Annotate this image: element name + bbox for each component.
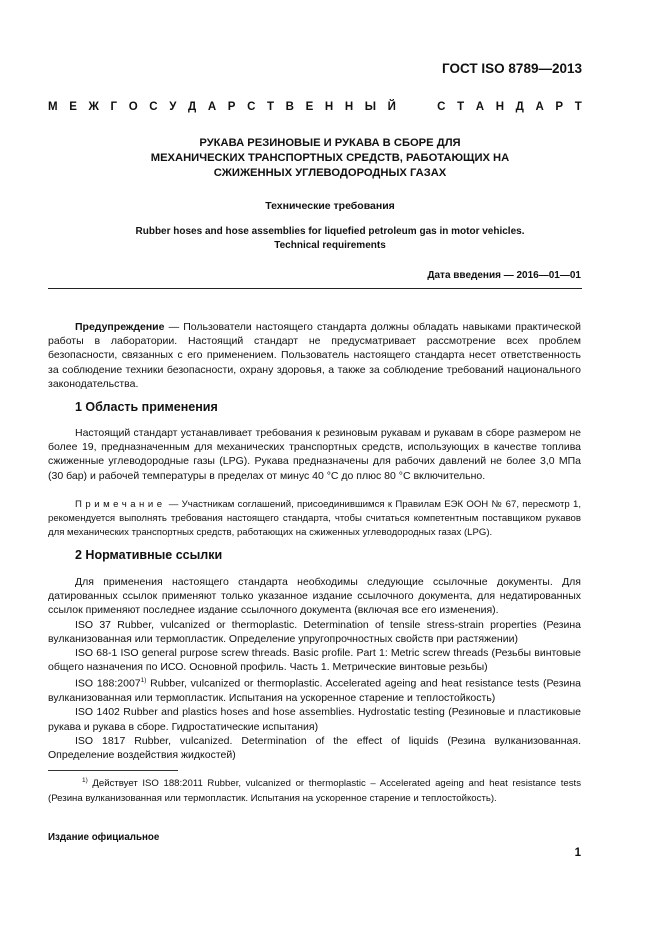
note-label: Примечание xyxy=(75,499,166,510)
heading-letter: Е xyxy=(69,101,77,113)
heading-letter: Т xyxy=(267,101,275,113)
heading-letter: Ж xyxy=(88,101,99,113)
footnote-mark: 1) xyxy=(82,777,88,784)
heading-letter: А xyxy=(535,101,544,113)
section-2-heading: 2 Нормативные ссылки xyxy=(75,548,223,562)
reference-iso-188 xyxy=(48,674,581,705)
footnote-divider xyxy=(48,770,178,771)
section-2-text xyxy=(48,575,581,762)
standard-type-heading xyxy=(48,101,582,113)
footnote-text: Действует ISO 188:2011 Rubber, vulcanized or thermoplastic – Accelerated ageing and heat resistance tests (Резина вулканизованная или термопластик. Испытания на ускоренное старение и теплостойкость). xyxy=(48,778,581,805)
heading-letter: Е xyxy=(305,101,314,113)
warning-label: Предупреждение xyxy=(75,321,165,333)
heading-letter: Д xyxy=(188,101,197,113)
heading-letter: С xyxy=(247,101,256,113)
title-line-1: РУКАВА РЕЗИНОВЫЕ И РУКАВА В СБОРЕ ДЛЯ xyxy=(199,137,461,149)
references-intro: Для применения настоящего стандарта необходимы следующие ссылочные документы. Для датированных ссылок применяют только указанное издание ссылочного документа, для недатированных ссылок применяют последнее издание ссылочного документа (включая все его изменения). xyxy=(48,576,581,617)
note-text: — Участникам соглашений, присоединившимся к Правилам ЕЭК ООН № 67, пересмотр 1, рекомендуется выполнять требования настоящего стандарта, чтобы считаться компетентным поставщиком рукавов для механических транспортных средств, работающих на сжиженных углеводородных газах (LPG). xyxy=(48,499,581,538)
heading-letter: С xyxy=(437,101,446,113)
reference-iso-1817: ISO 1817 Rubber, vulcanized. Determination of the effect of liquids (Резина вулканизованная. Определение воздействия жидкостей) xyxy=(48,734,581,761)
scope-paragraph: Настоящий стандарт устанавливает требования к резиновым рукавам и рукавам в сборе размером не более 19, предназначенным для механических транспортных средств, использующих в качестве топлива сжиженные углеводородные газы (LPG). Рукава предназначены для рабочих давлений не более 3,0 МПа (30 бар) и рабочей температуры в пределах от минус 40 °C до плюс 80 °C включительно. xyxy=(48,427,581,482)
heading-letter: В xyxy=(285,101,294,113)
heading-letter: Н xyxy=(344,101,354,113)
effective-date: Дата введения — 2016—01—01 xyxy=(427,270,581,281)
heading-letter: Р xyxy=(227,101,236,113)
reference-iso-188-code: ISO 188:2007 xyxy=(75,677,141,690)
page-number: 1 xyxy=(574,847,581,859)
document-title-ru xyxy=(80,136,580,181)
title-line-2: МЕХАНИЧЕСКИХ ТРАНСПОРТНЫХ СРЕДСТВ, РАБОТАЮЩИХ НА xyxy=(150,152,510,164)
heading-letter: Р xyxy=(555,101,564,113)
document-subtitle-ru: Технические требования xyxy=(265,200,395,212)
footnote-marker: 1) xyxy=(140,677,147,685)
heading-letter: Д xyxy=(515,101,524,113)
heading-letter: Т xyxy=(574,101,582,113)
heading-letter: Т xyxy=(457,101,465,113)
section-1-text xyxy=(48,426,581,483)
heading-letter: Й xyxy=(387,101,396,113)
warning-paragraph xyxy=(48,320,581,391)
heading-letter: М xyxy=(48,101,58,113)
heading-letter: А xyxy=(207,101,217,113)
reference-iso-68-1: ISO 68-1 ISO general purpose screw threads. Basic profile. Part 1: Metric screw threads (Резьбы винтовые общего назначения по ИСО. Основной профиль. Часть 1. Метрические винтовые резьбы) xyxy=(48,647,581,674)
document-title-en xyxy=(60,225,600,253)
section-1-note xyxy=(48,498,581,540)
heading-letter: Н xyxy=(324,101,334,113)
heading-letter xyxy=(408,101,426,113)
reference-iso-188-text: Rubber, vulcanized or thermoplastic. Accelerated ageing and heat resistance tests (Резина вулканизованная или термопластик. Испытания на ускоренное старение и теплостойкость) xyxy=(48,677,581,705)
heading-letter: Н xyxy=(495,101,505,113)
warning-text: — Пользователи настоящего стандарта должны обладать навыками практической работы в лаборатории. Настоящий стандарт не предусматривает рассмотрение всех проблем безопасности, связанных с его применением. Пользователь настоящего стандарта несет ответственность за соблюдение техники безопасности, охрану здоровья, а также за соблюдение требований национального законодательства. xyxy=(48,321,581,390)
title-line-3: СЖИЖЕННЫХ УГЛЕВОДОРОДНЫХ ГАЗАХ xyxy=(213,167,447,179)
reference-iso-37: ISO 37 Rubber, vulcanized or thermoplastic. Determination of tensile stress-strain properties (Резина вулканизованная или термопластик. Определение упругопрочностных свойств при растяжении) xyxy=(48,618,581,645)
heading-letter: У xyxy=(169,101,177,113)
footnote xyxy=(48,773,581,806)
section-1-heading: 1 Область применения xyxy=(75,400,218,414)
heading-letter: А xyxy=(475,101,485,113)
official-edition-label: Издание официальное xyxy=(48,832,160,843)
date-divider xyxy=(48,288,582,289)
heading-letter: Г xyxy=(110,101,118,113)
heading-letter: О xyxy=(128,101,138,113)
heading-letter: Ы xyxy=(364,101,377,113)
reference-iso-1402: ISO 1402 Rubber and plastics hoses and hose assemblies. Hydrostatic testing (Резиновые и пластиковые рукава и рукава в сборе. Гидростатические испытания) xyxy=(48,706,581,733)
heading-letter: С xyxy=(149,101,158,113)
title-en-line-1: Rubber hoses and hose assemblies for liquefied petroleum gas in motor vehicles. xyxy=(135,226,525,237)
standard-code: ГОСТ ISO 8789—2013 xyxy=(442,61,582,76)
title-en-line-2: Technical requirements xyxy=(274,240,386,251)
